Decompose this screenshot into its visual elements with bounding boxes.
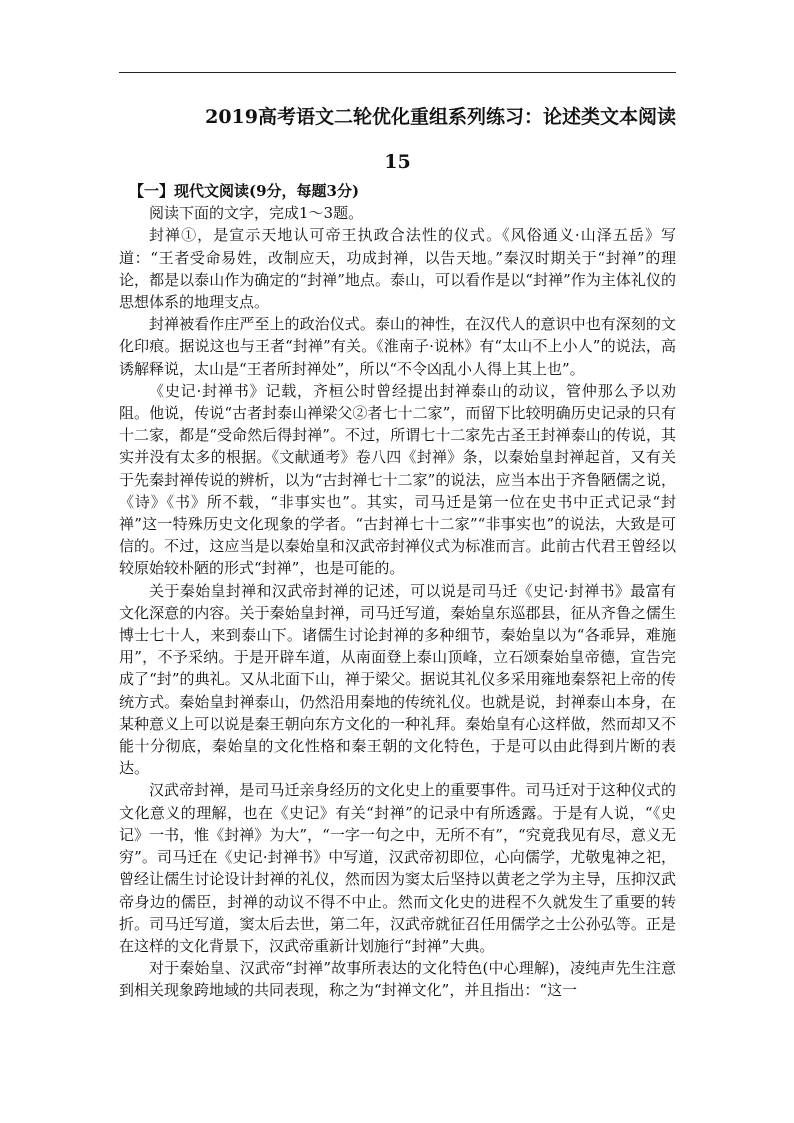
body-paragraph: 对于秦始皇、汉武帝“封禅”故事所表达的文化特色(中心理解)，凌纯声先生注意到相关现象跨地域的共同表现，称之为“封禅文化”，并且指出：“这一 xyxy=(119,959,676,1000)
document-body xyxy=(119,180,676,1002)
document-title-number: 15 xyxy=(384,151,411,173)
body-paragraph: 汉武帝封禅，是司马迁亲身经历的文化史上的重要事件。司马迁对于这种仪式的文化意义的理解，也在《史记》有关“封禅”的记录中有所透露。于是有人说，“《史记》一书，惟《封禅》为大”，“一字一句之中，无所不有”，“究竟我见有尽，意义无穷”。司马迁在《史记·封禅书》中写道，汉武帝初即位，心向儒学，尤敬鬼神之祀，曾经让儒生讨论设计封禅的礼仪，然而因为窦太后坚持以黄老之学为主导，压抑汉武帝身边的儒臣，封禅的动议不得不中止。然而文化史的进程不久就发生了重要的转折。司马迁写道，窦太后去世，第二年，汉武帝就征召任用儒学之士公孙弘等。正是在这样的文化背景下，汉武帝重新计划施行“封禅”大典。 xyxy=(119,781,676,955)
body-paragraph: 《史记·封禅书》记载，齐桓公时曾经提出封禅泰山的动议，管仲那么予以劝阻。他说，传说“古者封泰山禅梁父②者七十二家”，而留下比较明确历史记录的只有十二家，都是“受命然后得封禅”。不过，所谓七十二家先古圣王封禅泰山的传说，其实并没有太多的根据。《文献通考》卷八四《封禅》条，以秦始皇封禅起首，又有关于先秦封禅传说的辨析，以为“古封禅七十二家”的说法，应当本出于齐鲁陋儒之说，《诗》《书》所不载，“非事实也”。其实，司马迁是第一位在史书中正式记录“封禅”这一特殊历史文化现象的学者。“古封禅七十二家”“非事实也”的说法，大致是可信的。不过，这应当是以秦始皇和汉武帝封禅仪式为标准而言。此前古代君王曾经以较原始较朴陋的形式“封禅”，也是可能的。 xyxy=(119,381,676,578)
document-title: 2019高考语文二轮优化重组系列练习：论述类文本阅读 xyxy=(205,106,676,128)
header-rule xyxy=(119,72,676,73)
section-heading: 【一】现代文阅读(9分，每题3分) xyxy=(129,182,360,200)
body-paragraph: 封禅被看作庄严至上的政治仪式。泰山的神性，在汉代人的意识中也有深刻的文化印痕。据说这也与王者“封禅”有关。《淮南子·说林》有“太山不上小人”的说法，高诱解释说，太山是“王者所封禅处”，所以“不令凶乱小人得上其上也”。 xyxy=(119,315,676,378)
body-paragraph: 关于秦始皇封禅和汉武帝封禅的记述，可以说是司马迁《史记·封禅书》最富有文化深意的内容。关于秦始皇封禅，司马迁写道，秦始皇东巡郡县，征从齐鲁之儒生博士七十人，来到泰山下。诸儒生讨论封禅的多种细节，秦始皇以为“各乖异，难施用”，不予采纳。于是开辟车道，从南面登上泰山顶峰，立石颂秦始皇帝德，宣告完成了“封”的典礼。又从北面下山，禅于梁父。据说其礼仪多采用雍地秦祭祀上帝的传统方式。秦始皇封禅泰山，仍然沿用秦地的传统礼仪。也就是说，封禅泰山本身，在某种意义上可以说是秦王朝向东方文化的一种礼拜。秦始皇有心这样做，然而却又不能十分彻底，秦始皇的文化性格和秦王朝的文化特色，于是可以由此得到片断的表达。 xyxy=(119,581,676,778)
body-paragraph: 封禅①，是宣示天地认可帝王执政合法性的仪式。《风俗通义·山泽五岳》写道：“王者受命易姓，改制应天，功成封禅，以告天地。”秦汉时期关于“封禅”的理论，都是以泰山作为确定的“封禅”地点。泰山，可以看作是以“封禅”作为主体礼仪的思想体系的地理支点。 xyxy=(119,226,676,312)
instruction-paragraph: 阅读下面的文字，完成1～3题。 xyxy=(149,204,364,223)
